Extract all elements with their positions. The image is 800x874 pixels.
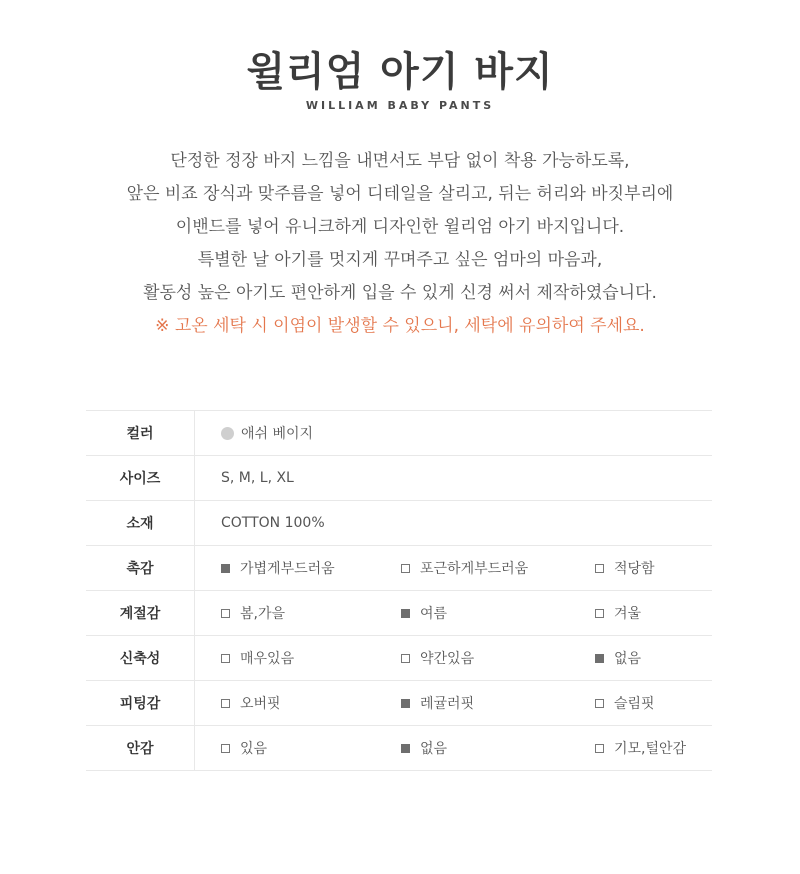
checkbox-icon [595, 609, 604, 618]
spec-label: 촉감 [86, 546, 195, 591]
spec-option: 슬림핏 [595, 693, 655, 713]
checkbox-icon [221, 744, 230, 753]
checkbox-icon [401, 744, 410, 753]
description-line: 단정한 정장 바지 느낌을 내면서도 부담 없이 착용 가능하도록, [170, 151, 630, 171]
spec-label: 컬러 [86, 411, 195, 456]
checkbox-icon [595, 564, 604, 573]
checkbox-icon [221, 699, 230, 708]
description-line: 활동성 높은 아기도 편안하게 입을 수 있게 신경 써서 제작하였습니다. [143, 283, 657, 303]
checkbox-icon [401, 654, 410, 663]
spec-option: 적당함 [595, 558, 655, 578]
spec-option: 가볍게부드러움 [221, 558, 335, 578]
description-line: 이밴드를 넣어 유니크하게 디자인한 윌리엄 아기 바지입니다. [175, 217, 625, 237]
spec-option: 포근하게부드러움 [401, 558, 528, 578]
spec-label: 피팅감 [86, 681, 195, 726]
spec-option: 여름 [401, 603, 447, 623]
spec-row-color [86, 411, 712, 456]
spec-row-size [86, 456, 712, 501]
spec-label: 신축성 [86, 636, 195, 681]
checkbox-icon [221, 609, 230, 618]
checkbox-icon [595, 699, 604, 708]
checkbox-icon [221, 564, 230, 573]
spec-option: 매우있음 [221, 648, 294, 668]
description-line: 앞은 비죠 장식과 맞주름을 넣어 디테일을 살리고, 뒤는 허리와 바짓부리에 [126, 184, 674, 204]
spec-option: 봄,가을 [221, 603, 285, 623]
spec-row-material [86, 501, 712, 546]
size-value: S, M, L, XL [221, 470, 294, 486]
spec-option: 없음 [595, 648, 641, 668]
checkbox-icon [221, 654, 230, 663]
checkbox-icon [595, 654, 604, 663]
checkbox-icon [401, 699, 410, 708]
spec-table [86, 410, 712, 771]
spec-option: 없음 [401, 738, 447, 758]
checkbox-icon [401, 564, 410, 573]
material-value: COTTON 100% [221, 515, 325, 531]
page-subtitle: WILLIAM BABY PANTS [305, 99, 495, 112]
spec-row-texture [86, 546, 712, 591]
spec-row-season [86, 591, 712, 636]
spec-option: 있음 [221, 738, 267, 758]
spec-label: 안감 [86, 726, 195, 771]
spec-option: 약간있음 [401, 648, 474, 668]
spec-row-lining [86, 726, 712, 771]
spec-option: 겨울 [595, 603, 641, 623]
washing-warning: ※ 고온 세탁 시 이염이 발생할 수 있으니, 세탁에 유의하여 주세요. [155, 316, 645, 336]
spec-label: 계절감 [86, 591, 195, 636]
page-title: 윌리엄 아기 바지 [246, 49, 554, 95]
spec-option: 오버핏 [221, 693, 281, 713]
checkbox-icon [595, 744, 604, 753]
checkbox-icon [401, 609, 410, 618]
spec-option: 레귤러핏 [401, 693, 474, 713]
spec-label: 소재 [86, 501, 195, 546]
spec-option: 기모,털안감 [595, 738, 686, 758]
spec-row-fit [86, 681, 712, 726]
spec-row-stretch [86, 636, 712, 681]
spec-label: 사이즈 [86, 456, 195, 501]
color-value: 애쉬 베이지 [241, 426, 314, 442]
description-line: 특별한 날 아기를 멋지게 꾸며주고 싶은 엄마의 마음과, [197, 250, 603, 270]
color-swatch-icon [221, 427, 234, 440]
product-description [0, 145, 800, 343]
